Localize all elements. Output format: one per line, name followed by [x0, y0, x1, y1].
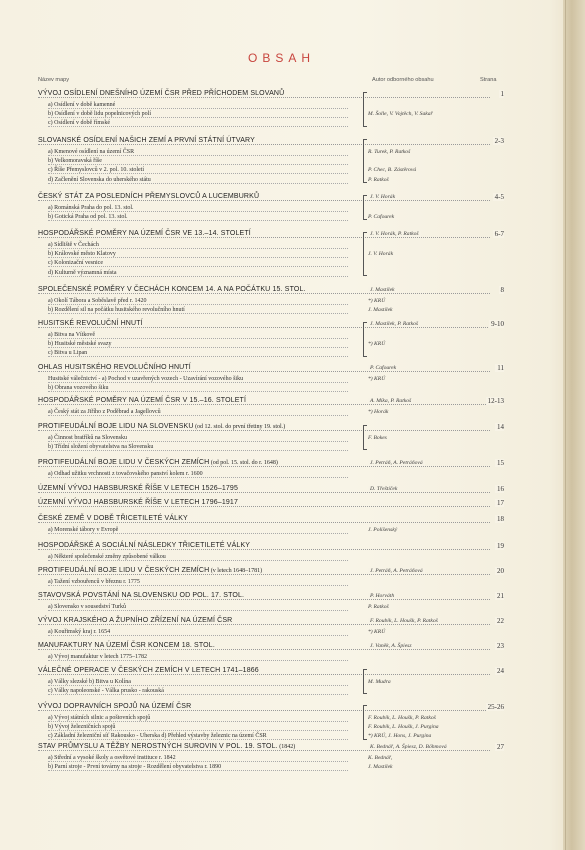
toc-entry-title: ÚZEMNÍ VÝVOJ HABSBURSKÉ ŘÍŠE V LETECH 1526–1795 [38, 485, 239, 492]
toc-subitem-title: a) Slovensko v sousedství Turků [48, 604, 127, 610]
toc-subitem-title: d) Kulturně významná místa [48, 269, 117, 276]
toc-subitem-title: a) Vývoj manufaktur v letech 1775–1782 [48, 654, 148, 660]
toc-subitems [38, 331, 504, 359]
toc-entry-heading [38, 320, 504, 331]
toc-entry [38, 193, 504, 222]
dot-leader [48, 126, 348, 127]
dot-leader [48, 117, 348, 118]
toc-subitem-author: *) KRÚ [368, 376, 386, 382]
toc-entry-heading [38, 542, 504, 553]
toc-subitem-title: a) Bitva na Vítkově [48, 332, 96, 338]
author-brace [363, 92, 364, 127]
dot-leader [48, 610, 348, 611]
toc-subitems [38, 101, 504, 129]
toc-entry [38, 703, 504, 742]
toc-entry-title: PROTIFEUDÁLNÍ BOJE LIDU NA SLOVENSKU (od 12. stol. do první třetiny 19. stol.) [38, 423, 286, 430]
toc-entry-heading [38, 286, 504, 297]
toc-entry-page: 19 [497, 542, 504, 550]
header-page: Strana [480, 77, 497, 83]
toc-entry [38, 592, 504, 612]
toc-entry-period: (v letech 1648–1781) [209, 568, 263, 574]
toc-subitem [38, 119, 504, 128]
toc-entry-page: 14 [497, 423, 504, 431]
toc-subitem [38, 687, 504, 696]
toc-entry-heading [38, 459, 504, 470]
toc-subitem [38, 269, 504, 278]
toc-subitem [38, 259, 504, 268]
dot-leader [48, 685, 348, 686]
dot-leader [48, 730, 348, 731]
toc-entry [38, 667, 504, 696]
toc-entry [38, 90, 504, 129]
toc-entry-title: VÁLEČNÉ OPERACE V ČESKÝCH ZEMÍCH V LETECH 1741–1866 [38, 667, 259, 674]
dot-leader [38, 674, 490, 675]
dot-leader [38, 750, 490, 751]
toc-subitem-title: a) Války slezské b) Bitva u Kolína [48, 679, 131, 685]
toc-subitem [38, 157, 504, 166]
toc-entry-page: 4-5 [494, 193, 504, 201]
dot-leader [38, 97, 490, 98]
dot-leader [38, 522, 490, 523]
toc-subitem [38, 166, 504, 175]
dot-leader [38, 200, 490, 201]
toc-entry [38, 542, 504, 562]
toc-subitem-title: a) Střední a vysoké školy a osvětové instituce r. 1842 [48, 755, 176, 761]
toc-subitem-author: P. Cafourek [368, 214, 395, 221]
toc-entry [38, 515, 504, 535]
toc-entry-author: J. Vaněk, A. Špiesz [370, 643, 412, 649]
toc-subitem-author: J. Mastílek [368, 307, 393, 314]
author-brace [363, 195, 364, 220]
toc-entry-author: P. Cafourek [370, 365, 397, 371]
toc-entry-author: K. Bednář, A. Špiesz, D. Böhmová [370, 744, 447, 750]
toc-entry-title: VÝVOJ DOPRAVNÍCH SPOJŮ NA ÚZEMÍ ČSR [38, 703, 192, 710]
toc-subitem-author: F. Bokes [368, 435, 387, 441]
dot-leader [48, 477, 348, 478]
toc-entry-title: ÚZEMNÍ VÝVOJ HABSBURSKÉ ŘÍŠE V LETECH 1796–1917 [38, 499, 239, 506]
toc-subitem-title: c) Osídlení v době římské [48, 120, 110, 127]
toc-subitem-title: a) Kmenové osídlení na území ČSR [48, 149, 135, 155]
toc-entry [38, 320, 504, 359]
toc-subitem [38, 723, 504, 732]
toc-entry-heading [38, 137, 504, 148]
toc-entry-page: 20 [497, 567, 504, 575]
dot-leader [48, 560, 348, 561]
toc-entry-title: STAV PRŮMYSLU A TĚŽBY NEROSTNÝCH SUROVIN V POL. 19. STOL. (1842) [38, 743, 296, 750]
toc-subitem-title: a) Český stát za Jiřího z Poděbrad a Jagellovců [48, 409, 161, 415]
toc-entry-period: (od pol. 15. stol. do r. 1648) [209, 460, 278, 466]
toc-subitem-author: F. Roubík, L. Houšk, P. Ratkoš [368, 715, 436, 721]
toc-entry-page: 6-7 [494, 230, 504, 238]
toc-entry-title: HUSITSKÉ REVOLUČNÍ HNUTÍ [38, 320, 143, 327]
toc-entry-heading [38, 485, 504, 496]
toc-entry-page: 15 [497, 459, 504, 467]
toc-subitem-author: *) Horák [368, 409, 389, 415]
dot-leader [38, 574, 490, 575]
toc-entry-author: A. Míka, P. Ratkoš [370, 398, 412, 404]
dot-leader [48, 164, 348, 165]
dot-leader [38, 327, 490, 328]
toc-entry-page: 21 [497, 592, 504, 600]
dot-leader [48, 415, 348, 416]
toc-entry-title: OHLAS HUSITSKÉHO REVOLUČNÍHO HNUTÍ [38, 364, 191, 371]
toc-subitem-title: a) Okolí Tábora a Soběslavě před r. 1420 [48, 298, 147, 304]
dot-leader [48, 211, 348, 212]
header-author: Autor odborného obsahu [372, 77, 434, 83]
toc-subitems [38, 628, 504, 637]
toc-subitem-author: P. Chec, B. Zástěrová [368, 167, 417, 174]
toc-entry-heading [38, 193, 504, 204]
toc-entry-heading [38, 397, 504, 408]
toc-subitem-title: a) Činnost bratříků na Slovensku [48, 435, 127, 441]
toc-subitem [38, 578, 504, 587]
author-brace [363, 139, 364, 183]
toc-subitem [38, 443, 504, 452]
toc-entry-author: F. Roubík, L. Houšk, P. Ratkoš [370, 618, 438, 624]
toc-subitem [38, 763, 504, 772]
toc-subitem [38, 375, 504, 384]
toc-subitem-title: c) Základní železniční síť Rakousko - Uherska d) Přehled výstavby železnic na území ČSR [48, 733, 267, 740]
toc-subitem [38, 470, 504, 479]
toc-subitems [38, 754, 504, 772]
toc-subitem-author: *) KRÚ [368, 298, 386, 304]
toc-subitem [38, 250, 504, 259]
toc-entry-title: HOSPODÁŘSKÉ A SOCIÁLNÍ NÁSLEDKY TŘICETILETÉ VÁLKY [38, 542, 251, 549]
toc-entry-heading [38, 642, 504, 653]
page-title: OBSAH [247, 51, 315, 65]
toc-entry [38, 459, 504, 479]
toc-entry-heading [38, 592, 504, 603]
dot-leader [48, 173, 348, 174]
toc-subitem-author: J. V. Horák [368, 251, 394, 258]
toc-entry-heading [38, 364, 504, 375]
dot-leader [38, 549, 490, 550]
toc-entry [38, 743, 504, 772]
dot-leader [48, 721, 348, 722]
dot-leader [48, 248, 348, 249]
toc-entry-title: ČESKÝ STÁT ZA POSLEDNÍCH PŘEMYSLOVCŮ A LUCEMBURKŮ [38, 193, 260, 200]
toc-subitem-title: b) Parní stroje - První továrny na stroje - Rozdělení obyvatelstva r. 1890 [48, 764, 222, 771]
author-brace [363, 425, 364, 450]
toc-entry-author: J. Mastílek, P. Ratkoš [370, 321, 419, 327]
toc-subitem-author: M. Mudra [368, 679, 391, 685]
toc-subitems [38, 553, 504, 562]
toc-subitem-title: c) Kolonizační vesnice [48, 260, 103, 267]
toc-entry-page: 22 [497, 617, 504, 625]
toc-entry-heading [38, 743, 504, 754]
toc-entry-page: 17 [497, 499, 504, 507]
dot-leader [48, 761, 348, 762]
toc-entry-page: 12-13 [487, 397, 504, 405]
toc-subitem-title: c) Války napoleonské - Válka prusko - rakouská [48, 688, 164, 695]
toc-subitem [38, 384, 504, 393]
toc-entry-author: D. Třeštíček [370, 486, 398, 492]
toc-subitem [38, 213, 504, 222]
toc-entry-page: 9-10 [491, 320, 504, 328]
toc-subitem [38, 732, 504, 741]
toc-entry-heading [38, 567, 504, 578]
toc-subitems [38, 148, 504, 185]
toc-entry-author: J. V. Horák [370, 194, 396, 200]
dot-leader [38, 506, 490, 507]
toc-entry-title: VÝVOJ OSÍDLENÍ DNEŠNÍHO ÚZEMÍ ČSR PŘED PŘÍCHODEM SLOVANŮ [38, 90, 285, 97]
toc-entry [38, 485, 504, 496]
dot-leader [48, 313, 348, 314]
toc-entry [38, 230, 504, 278]
toc-subitems [38, 578, 504, 587]
toc-entry-heading [38, 499, 504, 510]
toc-entry-title: MANUFAKTURY NA ÚZEMÍ ČSR KONCEM 18. STOL. [38, 642, 215, 649]
toc-subitem [38, 678, 504, 687]
toc-subitem-author: *) KRÚ [368, 341, 386, 348]
toc-entry-page: 16 [497, 485, 504, 493]
dot-leader [48, 660, 348, 661]
toc-subitem-title: b) Husitské městské svazy [48, 341, 112, 348]
dot-leader [38, 599, 490, 600]
toc-entry-author: J. Mastílek [370, 287, 395, 293]
toc-subitem [38, 340, 504, 349]
toc-subitem-author: M. Šolle, V. Vojtěch, V. Sakař [368, 111, 433, 118]
toc-entry-heading [38, 423, 504, 434]
dot-leader [48, 739, 348, 740]
toc-subitems [38, 434, 504, 452]
toc-subitems [38, 204, 504, 222]
book-spine [563, 0, 585, 850]
dot-leader [38, 624, 490, 625]
toc-entry-title: VÝVOJ KRAJSKÉHO A ŽUPNÍHO ZŘÍZENÍ NA ÚZEMÍ ČSR [38, 617, 233, 624]
toc-subitems [38, 714, 504, 742]
toc-subitem [38, 603, 504, 612]
toc-entry-title: PROTIFEUDÁLNÍ BOJE LIDU V ČESKÝCH ZEMÍCH (v letech 1648–1781) [38, 567, 263, 574]
dot-leader [38, 430, 490, 431]
toc-subitem [38, 408, 504, 417]
dot-leader [38, 466, 490, 467]
dot-leader [48, 304, 348, 305]
toc-subitem [38, 148, 504, 157]
toc-entry-page: 2-3 [494, 137, 504, 145]
dot-leader [38, 371, 490, 372]
toc-subitem-title: a) Osídlení v době kamenné [48, 102, 116, 108]
dot-leader [48, 155, 348, 156]
dot-leader [48, 770, 348, 771]
dot-leader [48, 338, 348, 339]
toc-subitem [38, 204, 504, 213]
toc-entry-heading [38, 515, 504, 526]
header-map-name: Název mapy [38, 77, 70, 83]
toc-entry-title: SPOLEČENSKÉ POMĚRY V ČECHÁCH KONCEM 14. A NA POČÁTKU 15. STOL. [38, 286, 306, 293]
toc-entry-author: J. V. Horák, P. Ratkoš [370, 231, 419, 237]
toc-subitems [38, 603, 504, 612]
dot-leader [48, 108, 348, 109]
toc-subitem-author: *) KRÚ [368, 629, 386, 635]
toc-subitem [38, 101, 504, 110]
toc-entry [38, 617, 504, 637]
toc-subitem-author: F. Roubík, L. Houšk, J. Purgina [368, 724, 439, 731]
toc-subitem-author: P. Ratkoš [368, 176, 389, 183]
toc-entry-period: (1842) [277, 744, 296, 750]
toc-subitem-title: c) Říše Přemyslovců v 2. pol. 10. století [48, 167, 144, 174]
dot-leader [48, 266, 348, 267]
dot-leader [48, 585, 348, 586]
toc-subitem [38, 331, 504, 340]
toc-subitem [38, 349, 504, 358]
toc-subitems [38, 470, 504, 479]
toc-entry-page: 23 [497, 642, 504, 650]
toc-subitem-title: a) Románská Praha do pol. 13. stol. [48, 205, 134, 211]
toc-subitem-title: b) Gotická Praha od pol. 13. stol. [48, 214, 128, 221]
toc-entry [38, 397, 504, 417]
toc-subitem [38, 306, 504, 315]
dot-leader [48, 382, 348, 383]
dot-leader [48, 391, 348, 392]
toc-subitems [38, 653, 504, 662]
toc-subitem-title: b) Rozdělení sil na počátku husitského revolučního hnutí [48, 307, 185, 314]
toc-subitem-title: b) Osídlení v době lidu popelnicových polí [48, 111, 151, 118]
toc-subitems [38, 526, 504, 535]
toc-entry [38, 567, 504, 587]
toc-subitem [38, 553, 504, 562]
toc-entry [38, 499, 504, 510]
dot-leader [38, 404, 490, 405]
toc-subitem-title: Husitské válečnictví - a) Pochod v uzavřených vozech - Uzavírání vozového šiku [48, 376, 244, 382]
toc-subitem-title: a) Vývoj státních silnic a poštovních spojů [48, 715, 151, 721]
toc-entry-page: 27 [497, 743, 504, 751]
toc-subitem-author: J. Polišenský [368, 527, 398, 533]
toc-entry-title: STAVOVSKÁ POVSTÁNÍ NA SLOVENSKU OD POL. 17. STOL. [38, 592, 245, 599]
toc-entry-heading [38, 90, 504, 101]
toc-subitems [38, 678, 504, 696]
toc-entry-title: PROTIFEUDÁLNÍ BOJE LIDU V ČESKÝCH ZEMÍCH (od pol. 15. stol. do r. 1648) [38, 459, 278, 466]
toc-entry-title: HOSPODÁŘSKÉ POMĚRY NA ÚZEMÍ ČSR V 15.–16. STOLETÍ [38, 397, 247, 404]
toc-entry [38, 137, 504, 185]
toc-subitem-title: a) Tažení vzbouřenců v březnu r. 1775 [48, 579, 140, 585]
toc-entry-heading [38, 617, 504, 628]
toc-entry-title: HOSPODÁŘSKÉ POMĚRY NA ÚZEMÍ ČSR VE 13.–14. STOLETÍ [38, 230, 251, 237]
toc-entry-heading [38, 230, 504, 241]
toc-entry [38, 423, 504, 452]
author-brace [363, 669, 364, 694]
toc-subitem-title: d) Začlenění Slovenska do uherského státu [48, 176, 151, 183]
toc-entry-heading [38, 703, 504, 714]
toc-entry [38, 286, 504, 315]
dot-leader [38, 710, 490, 711]
toc-subitem-author: J. Mastílek [368, 764, 393, 771]
toc-entry-author: P. Horváth [370, 593, 395, 599]
dot-leader [48, 694, 348, 695]
toc-subitems [38, 297, 504, 315]
toc-subitem-title: b) Velkomoravská říše [48, 158, 102, 165]
toc-subitem [38, 110, 504, 119]
dot-leader [48, 347, 348, 348]
toc-subitem-author: P. Ratkoš [368, 604, 389, 610]
toc-subitems [38, 375, 504, 393]
toc-subitem-author: K. Bednář, [368, 755, 393, 761]
dot-leader [48, 441, 348, 442]
toc-entry-heading [38, 667, 504, 678]
dot-leader [38, 237, 490, 238]
toc-entry-title: SLOVANSKÉ OSÍDLENÍ NAŠICH ZEMÍ A PRVNÍ STÁTNÍ ÚTVARY [38, 137, 255, 144]
dot-leader [38, 649, 490, 650]
toc-subitem-title: a) Morenské tábory v Evropě [48, 527, 119, 533]
dot-leader [48, 635, 348, 636]
toc-entry-page: 25-26 [487, 703, 504, 711]
toc-subitem-title: c) Bitva u Lipan [48, 350, 88, 357]
toc-subitem-title: a) Odhad užitku vrchnosti z tovačovského panství kolem r. 1600 [48, 471, 203, 477]
toc-entry [38, 364, 504, 393]
toc-subitem-author: *) KRÚ, J. Hons, J. Purgina [368, 733, 432, 740]
toc-subitem-title: b) Královské město Klatovy [48, 251, 116, 258]
toc-entry-page: 8 [500, 286, 504, 294]
author-brace [363, 322, 364, 357]
dot-leader [38, 492, 490, 493]
author-brace [363, 705, 364, 740]
toc-subitem-title: a) Kouřimský kraj r. 1654 [48, 629, 111, 635]
dot-leader [48, 450, 348, 451]
toc-subitems [38, 241, 504, 278]
toc-subitem [38, 628, 504, 637]
dot-leader [48, 356, 348, 357]
toc-subitem [38, 653, 504, 662]
toc-subitem [38, 176, 504, 185]
dot-leader [38, 293, 490, 294]
dot-leader [38, 144, 490, 145]
toc-entry-page: 18 [497, 515, 504, 523]
toc-subitem [38, 754, 504, 763]
toc-subitem-title: a) Některé společenské změny způsobené válkou [48, 554, 166, 560]
toc-entry-page: 11 [497, 364, 504, 372]
toc-subitem-title: a) Sídliště v Čechách [48, 242, 99, 248]
toc-entry-author: J. Petráň, A. Petráňová [370, 568, 423, 574]
dot-leader [48, 257, 348, 258]
toc-entry-page: 1 [500, 90, 504, 98]
author-brace [363, 232, 364, 276]
toc-entry-title: ČESKÉ ZEMĚ V DOBĚ TŘICETILETÉ VÁLKY [38, 515, 188, 522]
toc-subitem [38, 434, 504, 443]
toc-entry-page: 24 [497, 667, 504, 675]
toc-subitem [38, 241, 504, 250]
toc-entry-period: (od 12. stol. do první třetiny 19. stol.) [193, 424, 286, 430]
toc-entry-author: J. Petráň, A. Petráňová [370, 460, 423, 466]
toc-subitem-title: b) Třídní složení obyvatelstva na Slovensku [48, 444, 154, 451]
toc-subitem [38, 526, 504, 535]
toc-subitem [38, 297, 504, 306]
toc-subitem-title: b) Vývoj železničních spojů [48, 724, 116, 731]
toc-subitem [38, 714, 504, 723]
toc-subitem-title: b) Obrana vozového šiku [48, 385, 109, 392]
dot-leader [48, 220, 348, 221]
toc-subitems [38, 408, 504, 417]
dot-leader [48, 533, 348, 534]
toc-entry [38, 642, 504, 662]
toc-subitem-author: R. Turek, P. Ratkoš [368, 149, 411, 155]
